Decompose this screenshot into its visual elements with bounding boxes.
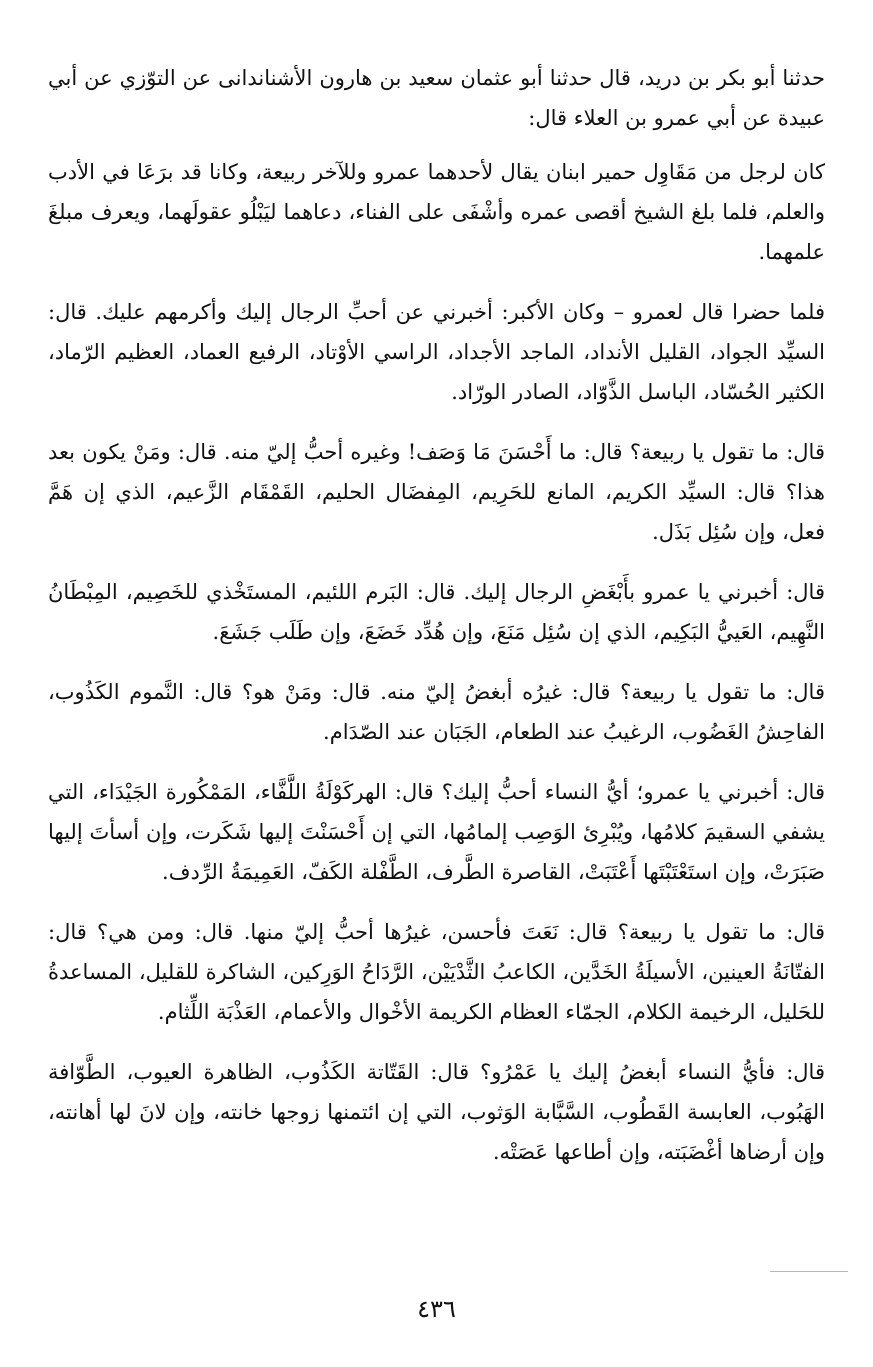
paragraph-amr-worst-men: قال: أخبرني يا عمرو بأَبْغَضِ الرجال إليك. قال: البَرم اللئيم، المستَخْذي للخَصِيم، المِبْطَانُ النَّهِيم، العَييُّ البَكِيم، الذي إن سُئِل مَنَعَ، وإن هُدِّد خَضَعَ، وإن طَلَب جَشَعَ. xyxy=(48,580,825,644)
paragraph-rabia-worst-men: قال: ما تقول يا ربيعة؟ قال: غيرُه أبغضُ إليّ منه. قال: ومَنْ هو؟ قال: النَّموم الكَذُوب، الفاحِشُ الغَضُوب، الرغيبُ عند الطعام، الجَبَان عند الصّدَام. xyxy=(48,680,825,744)
paragraph-isnad: حدثنا أبو بكر بن دريد، قال حدثنا أبو عثمان سعيد بن هارون الأشناندانى عن التوّزي عن أبي عبيدة عن أبي عمرو بن العلاء قال: xyxy=(48,66,825,130)
paragraph-amr-best-women: قال: أخبرني يا عمرو؛ أيُّ النساء أحبُّ إليك؟ قال: الهركَوْلَةُ اللَّفَّاء، المَمْكُورة الجَيْدَاء، التي يشفي السقيمَ كلامُها، ويُبْرِئ الوَصِب إلمامُها، التي إن أَحْسَنْتَ إليها شَكَرت، وإن أسأتَ إليها صَبَرَتْ، وإن استَعْتَبْتَها أَعْتَبَتْ، القاصرة الطَّرف، الطَّفْلة الكَفّ، العَمِيمَةُ الرِّدف. xyxy=(48,780,825,884)
paragraph-rabia-best-women: قال: ما تقول يا ربيعة؟ قال: نَعَتَ فأحسن، غيرُها أحبُّ إليّ منها. قال: ومن هي؟ قال: الفتّانَةُ العينين، الأسيلَةُ الخَدَّين، الكاعبُ الثَّدْيَيْن، الرَّدَاحُ الوَرِكين، الشاكرة للقليل، المساعدةُ للحَليل، الرخيمة الكلام، الجمّاء العظام الكريمة الأخْوال والأعمام، العَذْبَة اللِّثام. xyxy=(48,920,825,1024)
paragraph-intro: كان لرجل من مَقَاوِل حمير ابنان يقال لأحدهما عمرو وللآخر ربيعة، وكانا قد برَعَا في الأدب والعلم، فلما بلغ الشيخ أقصى عمره وأشْفَى على الفناء، دعاهما ليَبْلُو عقولَهما، ويعرف مبلغَ علمهما. xyxy=(48,160,825,264)
page-number: ٤٣٦ xyxy=(417,1295,456,1323)
paragraph-rabia-best-men: قال: ما تقول يا ربيعة؟ قال: ما أَحْسَنَ مَا وَصَف! وغيره أحبُّ إليّ منه. قال: ومَنْ يكون بعد هذا؟ قال: السيِّد الكريم، المانع للحَرِيم، المِفضَال الحليم، القَمْقَام الزَّعيم، الذي إن هَمَّ فعل، وإن سُئِل بَذَل. xyxy=(48,440,825,544)
footer-rule xyxy=(770,1271,848,1272)
paragraph-amr-worst-women: قال: فأيُّ النساء أبغضُ إليك يا عَمْرُو؟ قال: القَتّاتة الكَذُوب، الظاهرة العيوب، الطَّوّافة الهَبُوب، العابسة القَطُوب، السَّبَّابة الوَثوب، التي إن ائتمنها زوجها خانته، وإن لانَ لها أهانته، وإن أرضاها أغْضَبَته، وإن أطاعها عَصَتْه. xyxy=(48,1060,825,1164)
paragraph-amr-best-men: فلما حضرا قال لعمرو – وكان الأكبر: أخبرني عن أحبِّ الرجال إليك وأكرمهم عليك. قال: السيِّد الجواد، القليل الأنداد، الماجد الأجداد، الراسي الأوْتاد، الرفيع العماد، العظيم الرّماد، الكثير الحُسّاد، الباسل الذَّوّاد، الصادر الورّاد. xyxy=(48,300,825,404)
